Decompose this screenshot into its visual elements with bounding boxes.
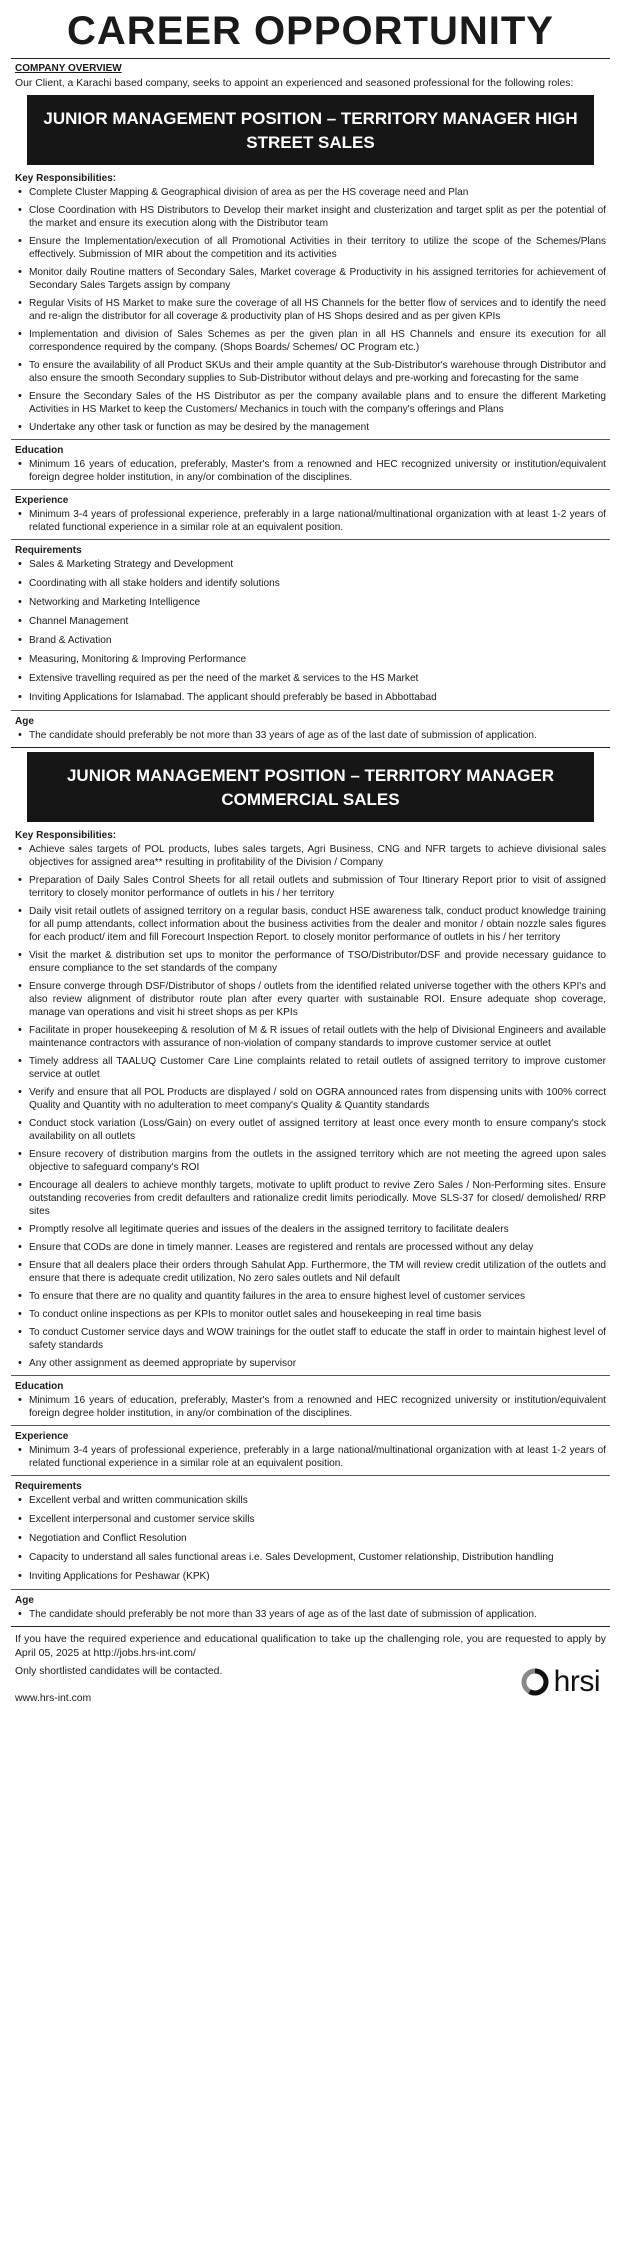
position-title-band: JUNIOR MANAGEMENT POSITION – TERRITORY MANAGER HIGH STREET SALES <box>27 95 594 165</box>
requirements-heading: Requirements <box>15 1481 82 1492</box>
responsibilities-item: • Regular Visits of HS Market to make sure the coverage of all HS Channels for the better flow of services and to identify the need and re-align the distributor for all coverage & productivity plan of HS Shops desired and as per given KPIs <box>15 297 606 323</box>
logo-text: hrsi <box>553 1665 600 1698</box>
requirements-item: • Negotiation and Conflict Resolution <box>15 1532 606 1545</box>
overview-heading: COMPANY OVERVIEW <box>15 63 122 74</box>
responsibilities-item: • Ensure converge through DSF/Distributor of shops / outlets from the identified related universe together with the others KPI's and also review alignment of distributor route plan after every quarter with sustainable ROI. Ensure adequate shop coverage, manage van operations and visit hi street shops as per KPIs <box>15 980 606 1019</box>
requirements-item: • Inviting Applications for Peshawar (KPK) <box>15 1570 606 1583</box>
responsibilities-item: • Encourage all dealers to achieve monthly targets, motivate to uplift product to revive Zero Sales / Non-Performing sites. Ensure outstanding recoveries from credit defaulters and rationalize credit limits periodically. Move SLS-37 for closed/ demolished/ RRP sites <box>15 1179 606 1218</box>
experience-heading: Experience <box>15 495 69 506</box>
education-item: • Minimum 16 years of education, preferably, Master's from a renowned and HEC recognized university or institution/equivalent foreign degree holder institution, in any/or combination of the disciplines. <box>15 1394 606 1420</box>
responsibilities-item: • Undertake any other task or function as may be desired by the management <box>15 421 606 434</box>
requirements-item: • Channel Management <box>15 615 606 628</box>
education-item: • Minimum 16 years of education, preferably, Master's from a renowned and HEC recognized university or institution/equivalent foreign degree holder institution, in any/or combination of the disciplines. <box>15 458 606 484</box>
responsibilities-item: • Any other assignment as deemed appropriate by supervisor <box>15 1357 606 1370</box>
requirements-item: • Networking and Marketing Intelligence <box>15 596 606 609</box>
responsibilities-item: • Ensure that all dealers place their orders through Sahulat App. Furthermore, the TM will review credit utilization of the outlets and ensure that there is adequate credit utilization, No zero sales outlets and Nil default <box>15 1259 606 1285</box>
section-divider <box>11 539 610 540</box>
shortlist-note: Only shortlisted candidates will be contacted. <box>15 1666 223 1677</box>
requirements-list <box>11 558 610 704</box>
requirements-item: • Sales & Marketing Strategy and Development <box>15 558 606 571</box>
responsibilities-item: • Preparation of Daily Sales Control Sheets for all retail outlets and submission of Tour Itinerary Report prior to visit of assigned territory to closely monitor performance of outlets in his / her territory <box>15 874 606 900</box>
overview-text: Our Client, a Karachi based company, seeks to appoint an experienced and seasoned professional for the following roles: <box>15 78 574 89</box>
responsibilities-heading: Key Responsibilities: <box>15 173 117 184</box>
requirements-item: • Extensive travelling required as per the need of the market & services to the HS Market <box>15 672 606 685</box>
responsibilities-item: • Ensure that CODs are done in timely manner. Leases are registered and rentals are processed without any delay <box>15 1241 606 1254</box>
section-divider <box>11 1375 610 1376</box>
age-item: • The candidate should preferably be not more than 33 years of age as of the last date of submission of application. <box>15 729 606 742</box>
education-list <box>11 1394 610 1420</box>
section-divider <box>11 439 610 440</box>
experience-list <box>11 508 610 534</box>
responsibilities-item: • Ensure recovery of distribution margins from the outlets in the assigned territory which are not meeting the agreed upon sales objective to safeguard company's ROI <box>15 1148 606 1174</box>
responsibilities-item: • Close Coordination with HS Distributors to Develop their market insight and clusterization and target split as per the potential of the market and ensure its execution along with the Distributor team <box>15 204 606 230</box>
education-heading: Education <box>15 445 64 456</box>
responsibilities-item: • Monitor daily Routine matters of Secondary Sales, Market coverage & Productivity in his assigned territories for achievement of Secondary Sales Targets assign by company <box>15 266 606 292</box>
circle-ring-logo-icon <box>520 1667 550 1697</box>
responsibilities-item: • Ensure the Secondary Sales of the HS Distributor as per the company available plans and to ensure the different Marketing Activities in HS Market to keep the Customers/ Mechanics in touch with the company's offerings and Plans <box>15 390 606 416</box>
age-list <box>11 1608 610 1621</box>
section-divider <box>11 489 610 490</box>
requirements-item: • Brand & Activation <box>15 634 606 647</box>
responsibilities-item: • To ensure the availability of all Product SKUs and their ample quantity at the Sub-Distributor's warehouse through Distributor and also ensure the smooth Secondary supplies to Sub-Distributor without delays and pre-working and forecasting for the same <box>15 359 606 385</box>
requirements-item: • Measuring, Monitoring & Improving Performance <box>15 653 606 666</box>
responsibilities-item: • To ensure that there are no quality and quantity failures in the area to ensure highest level of customer services <box>15 1290 606 1303</box>
requirements-item: • Excellent interpersonal and customer service skills <box>15 1513 606 1526</box>
requirements-item: • Excellent verbal and written communication skills <box>15 1494 606 1507</box>
requirements-list <box>11 1494 610 1583</box>
title-divider <box>11 58 610 59</box>
age-heading: Age <box>15 1595 34 1606</box>
experience-heading: Experience <box>15 1431 69 1442</box>
responsibilities-list <box>11 843 610 1370</box>
requirements-heading: Requirements <box>15 545 82 556</box>
responsibilities-item: • Facilitate in proper housekeeping & resolution of M & R issues of retail outlets with the help of Divisional Engineers and available maintenance contractors with assurance of non-violation of company standards to improve customer service at outlet <box>15 1024 606 1050</box>
responsibilities-item: • Timely address all TAALUQ Customer Care Line complaints related to retail outlets of assigned territory to improve customer service at outlet <box>15 1055 606 1081</box>
responsibilities-item: • Daily visit retail outlets of assigned territory on a regular basis, conduct HSE awareness talk, conduct product knowledge training for all pump attendants, collect information about the business activities from the dealer and monitor / obtain nozzle sales figures for each product/ item and fill Forecourt Inspection Report. to closely monitor performance of outlets in his / her territory <box>15 905 606 944</box>
age-heading: Age <box>15 716 34 727</box>
experience-list <box>11 1444 610 1470</box>
responsibilities-item: • Achieve sales targets of POL products, lubes sales targets, Agri Business, CNG and NFR targets to achieve divisional sales objectives for assigned area** resulting in profitability of the Division / Company <box>15 843 606 869</box>
position-divider <box>11 1626 610 1627</box>
website-url[interactable]: www.hrs-int.com <box>15 1693 92 1704</box>
section-divider <box>11 1475 610 1476</box>
responsibilities-list <box>11 186 610 434</box>
age-list <box>11 729 610 742</box>
footer <box>11 1665 610 1711</box>
position-divider <box>11 747 610 748</box>
requirements-item: • Coordinating with all stake holders and identify solutions <box>15 577 606 590</box>
section-divider <box>11 1589 610 1590</box>
responsibilities-heading: Key Responsibilities: <box>15 830 117 841</box>
experience-item: • Minimum 3-4 years of professional experience, preferably in a large national/multinational organization with at least 1-2 years of related functional experience in a similar role at an equivalent position. <box>15 1444 606 1470</box>
responsibilities-item: • Visit the market & distribution set ups to monitor the performance of TSO/Distributor/DSF and provide necessary guidance to ensure compliance to the set standards of the company <box>15 949 606 975</box>
positions-container <box>11 95 610 1627</box>
education-list <box>11 458 610 484</box>
age-item: • The candidate should preferably be not more than 33 years of age as of the last date of submission of application. <box>15 1608 606 1621</box>
responsibilities-item: • Complete Cluster Mapping & Geographical division of area as per the HS coverage need and Plan <box>15 186 606 199</box>
section-divider <box>11 710 610 711</box>
responsibilities-item: • To conduct online inspections as per KPIs to monitor outlet sales and housekeeping in real time basis <box>15 1308 606 1321</box>
responsibilities-item: • Conduct stock variation (Loss/Gain) on every outlet of assigned territory at least once every month to ensure company's stock availability on all outlets <box>15 1117 606 1143</box>
responsibilities-item: • To conduct Customer service days and WOW trainings for the outlet staff to educate the staff in order to maintain highest level of safety standards <box>15 1326 606 1352</box>
requirements-item: • Inviting Applications for Islamabad. The applicant should preferably be based in Abbottabad <box>15 691 606 704</box>
responsibilities-item: • Implementation and division of Sales Schemes as per the given plan in all HS Channels and ensure its execution for all correspondence required by the company. (Shops Boards/ Schemes/ OC Program etc.) <box>15 328 606 354</box>
hrsi-logo <box>520 1667 600 1697</box>
responsibilities-item: • Verify and ensure that all POL Products are displayed / sold on OGRA announced rates from dispensing units with 100% correct Quality and Quantity with no adulteration to meet company's Quality & Quantity standards <box>15 1086 606 1112</box>
position-title-band: JUNIOR MANAGEMENT POSITION – TERRITORY MANAGER COMMERCIAL SALES <box>27 752 594 822</box>
education-heading: Education <box>15 1381 64 1392</box>
closing-text: If you have the required experience and educational qualification to take up the challenging role, you are requested to apply by April 05, 2025 at http://jobs.hrs-int.com/ <box>15 1634 606 1659</box>
section-divider <box>11 1425 610 1426</box>
page-title: CAREER OPPORTUNITY <box>67 9 554 53</box>
experience-item: • Minimum 3-4 years of professional experience, preferably in a large national/multinational organization with at least 1-2 years of related functional experience in a similar role at an equivalent position. <box>15 508 606 534</box>
requirements-item: • Capacity to understand all sales functional areas i.e. Sales Development, Customer relationship, Distribution handling <box>15 1551 606 1564</box>
responsibilities-item: • Ensure the Implementation/execution of all Promotional Activities in their territory to utilize the scope of the Schemes/Plans effectively. Submission of MIR about the competition and its activities <box>15 235 606 261</box>
responsibilities-item: • Promptly resolve all legitimate queries and issues of the dealers in the assigned territory to facilitate dealers <box>15 1223 606 1236</box>
